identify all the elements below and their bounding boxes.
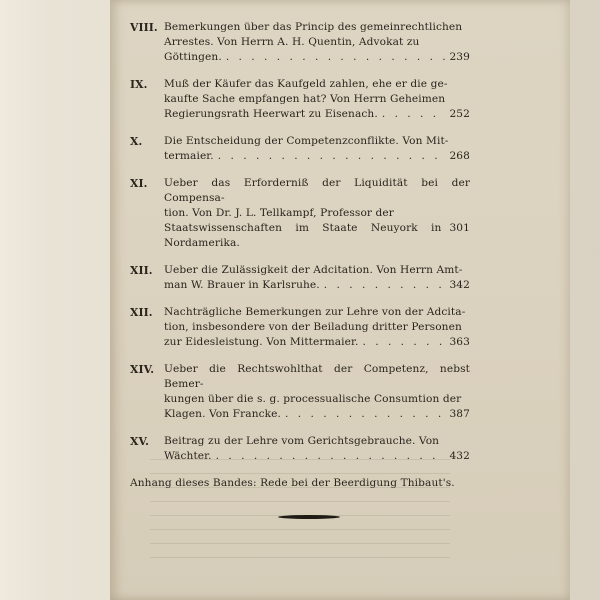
entry-line: Wächter.	[164, 450, 212, 462]
entry-line: Klagen. Von Francke.	[164, 408, 282, 420]
entry-line: Die Entscheidung der Competenzconflikte. Von Mit-	[164, 135, 449, 147]
entry-line: Göttingen.	[164, 51, 222, 63]
entry-line: Regierungsrath Heerwart zu Eisenach.	[164, 108, 378, 120]
toc-entry-xi	[130, 176, 470, 251]
entry-line: man W. Brauer in Karlsruhe.	[164, 279, 320, 291]
toc-entry-xii	[130, 263, 470, 293]
ornamental-rule	[278, 515, 340, 519]
entry-line: tion. Von Dr. J. L. Tellkampf, Professor der	[164, 207, 394, 219]
toc-entry-xiv	[130, 362, 470, 422]
toc-entry-x	[130, 134, 470, 164]
entry-line: Ueber die Rechtswohlthat der Competenz, nebst Bemer-	[164, 363, 470, 390]
page-number: 387	[449, 408, 470, 420]
entry-line: Ueber das Erforderniß der Liquidität bei der Compensa-	[164, 177, 470, 204]
page-number: 363	[449, 336, 470, 348]
entry-number: XIV.	[130, 363, 155, 376]
entry-number: X.	[130, 135, 143, 148]
entry-line: Bemerkungen über das Princip des gemeinrechtlichen	[164, 21, 463, 33]
entry-line: Beitrag zu der Lehre vom Gerichtsgebrauche. Von	[164, 435, 440, 447]
dot-leader	[382, 107, 446, 122]
dot-leader	[362, 335, 445, 350]
page-number: 268	[449, 150, 470, 162]
entry-number: XV.	[130, 435, 149, 448]
entry-line: kungen über die s. g. processualische Consumtion der	[164, 393, 462, 405]
toc-entry-viii	[130, 20, 470, 65]
entry-line: Nachträgliche Bemerkungen zur Lehre von der Adcita-	[164, 306, 466, 318]
dot-leader	[324, 278, 446, 293]
page-number: 301	[449, 222, 470, 234]
dot-leader	[218, 149, 446, 164]
entry-line: kaufte Sache empfangen hat? Von Herrn Geheimen	[164, 93, 446, 105]
page-number: 239	[449, 51, 470, 63]
toc-entry-ix	[130, 77, 470, 122]
entry-line: Ueber die Zulässigkeit der Adcitation. Von Herrn Amt-	[164, 264, 463, 276]
entry-number: VIII.	[130, 21, 158, 34]
table-of-contents	[130, 20, 470, 491]
appendix-line: Anhang dieses Bandes: Rede bei der Beerdigung Thibaut's.	[130, 477, 455, 489]
dot-leader	[216, 449, 446, 464]
page-number: 342	[449, 279, 470, 291]
entry-line: Staatswissenschaften im Staate Neuyork in Nordamerika.	[164, 222, 442, 249]
page-number: 252	[449, 108, 470, 120]
entry-line: zur Eidesleistung. Von Mittermaier.	[164, 336, 359, 348]
entry-line: tion, insbesondere von der Beiladung dritter Personen	[164, 321, 462, 333]
entry-number: XI.	[130, 177, 148, 190]
toc-entry-xv	[130, 434, 470, 464]
entry-line: Arrestes. Von Herrn A. H. Quentin, Advokat zu	[164, 36, 420, 48]
entry-number: IX.	[130, 78, 148, 91]
entry-line: termaier.	[164, 150, 214, 162]
page-number: 432	[449, 450, 470, 462]
dot-leader	[226, 50, 446, 65]
entry-number: XII.	[130, 306, 153, 319]
dot-leader	[285, 407, 445, 422]
entry-number: XII.	[130, 264, 153, 277]
toc-entry-xiii	[130, 305, 470, 350]
entry-line: Muß der Käufer das Kaufgeld zahlen, ehe er die ge-	[164, 78, 448, 90]
